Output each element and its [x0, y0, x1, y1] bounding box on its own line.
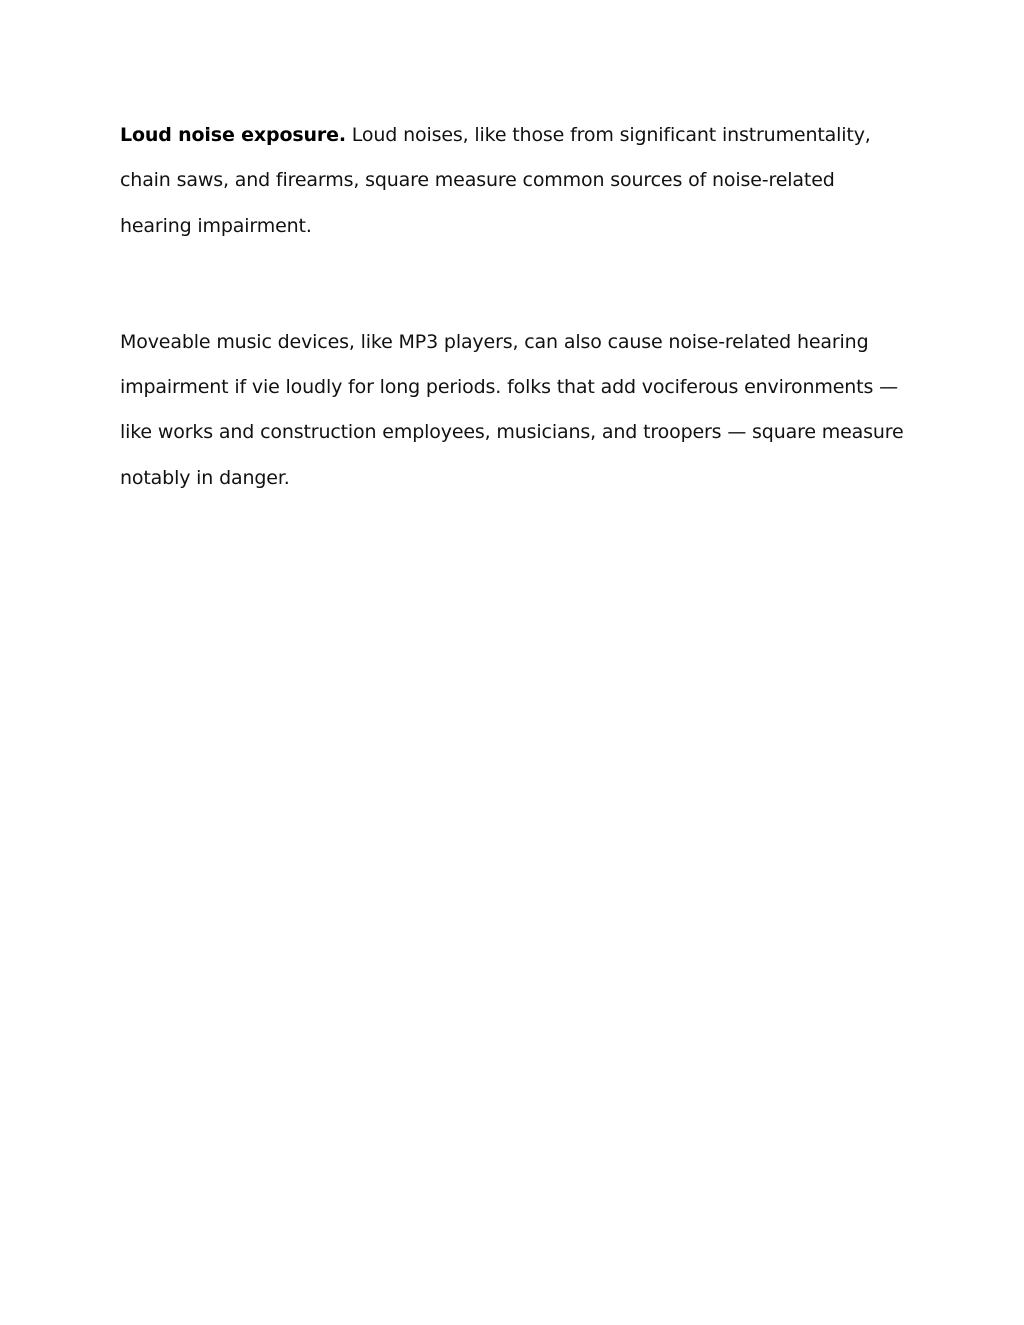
paragraph-music-devices	[120, 320, 910, 501]
paragraph-text: Moveable music devices, like MP3 players, can also cause noise-related hearing impairment if vie loudly for long periods. folks that add vociferous environments — like works and construction employees, musicians, and troopers — square measure notably in danger.	[120, 330, 904, 489]
document-body	[120, 113, 910, 501]
paragraph-text: Loud noises, like those from significant instrumentality, chain saws, and firearms, square measure common sources of noise-related hearing impairment.	[120, 124, 871, 237]
paragraph-heading: Loud noise exposure.	[120, 124, 346, 146]
paragraph-loud-noise-exposure	[120, 113, 910, 249]
